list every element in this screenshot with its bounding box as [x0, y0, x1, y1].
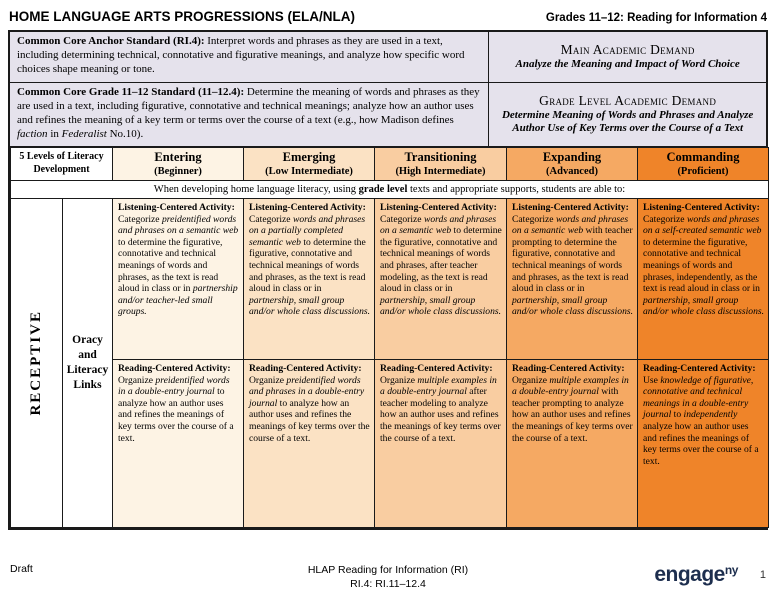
level-sub: (Proficient)	[677, 165, 729, 177]
grade-standard-row	[10, 83, 766, 147]
page-title: HOME LANGUAGE ARTS PROGRESSIONS (ELA/NLA)	[9, 9, 356, 24]
footer-right	[606, 563, 766, 587]
listening-cell-expanding: Listening-Centered Activity: Categorize words and phrases on a semantic web with teacher prompting to determine the figurative, connotative and technical meanings of words and phrases, as the text is read aloud in class or in partnership, small group and/or whole class discussions.	[507, 199, 638, 360]
engageny-logo	[654, 563, 738, 587]
level-sub: (High Intermediate)	[395, 165, 486, 177]
grade-level-academic-demand	[489, 83, 766, 146]
main-demand-title: Main Academic Demand	[560, 42, 695, 58]
grade-label: Grades 11–12: Reading for Information 4	[545, 12, 767, 24]
logo-superscript: ny	[724, 562, 738, 577]
main-academic-demand	[489, 32, 766, 82]
receptive-side-label-cell	[11, 199, 63, 528]
logo-text: engage	[654, 562, 725, 586]
draft-label: Draft	[10, 562, 33, 575]
column-header-transitioning	[375, 147, 507, 180]
footer-standard-ref: RI.4: RI.11–12.4	[350, 577, 426, 590]
level-name: Expanding	[542, 149, 602, 164]
level-name: Emerging	[282, 149, 336, 164]
listening-cell-entering: Listening-Centered Activity: Categorize preidentified words and phrases on a semantic web to determine the figurative, connotative and technical meanings of words and phrases, as the text is read aloud in class or in partnership and/or teacher-led small groups.	[113, 199, 244, 360]
page-footer	[0, 563, 776, 591]
reading-cell-expanding: Reading-Centered Activity: Organize multiple examples in a double-entry journal with teacher prompting to analyze how an author uses and refines the meanings of key terms over the course of a text.	[507, 360, 638, 528]
level-name: Transitioning	[404, 149, 477, 164]
listening-cell-commanding: Listening-Centered Activity: Categorize words and phrases on a self-created semantic web to determine the figurative, connotative and technical meanings of words and phrases, independently, as the text is read aloud in class or in partnership, small group and/or whole class discussions.	[638, 199, 769, 360]
page-header	[0, 0, 776, 30]
levels-header-label: 5 Levels of Literacy Development	[11, 147, 113, 180]
progressions-table	[8, 30, 768, 530]
oracy-literacy-links-cell: Oracy and Literacy Links	[63, 199, 113, 528]
level-name: Entering	[154, 149, 202, 164]
reading-cell-emerging: Reading-Centered Activity: Organize preidentified words and phrases in a double-entry journal to analyze how an author uses and refines the meanings of key terms over the course of a text.	[244, 360, 375, 528]
listening-cell-transitioning: Listening-Centered Activity: Categorize words and phrases on a semantic web to determine the figurative, connotative and technical meanings of words and phrases, after teacher modeling, as the text is read aloud in class or in partnership, small group and/or whole class discussions.	[375, 199, 507, 360]
footer-center	[170, 563, 606, 591]
level-sub: (Low Intermediate)	[265, 165, 353, 177]
support-note-row	[11, 181, 769, 199]
reading-cell-entering: Reading-Centered Activity: Organize preidentified words in a double-entry journal to analyze how an author uses and refines the meanings of key terms over the course of a text.	[113, 360, 244, 528]
level-sub: (Beginner)	[154, 165, 202, 177]
column-header-entering	[113, 147, 244, 180]
column-header-expanding	[507, 147, 638, 180]
level-name: Commanding	[666, 149, 740, 164]
levels-header-row	[11, 147, 769, 180]
column-header-emerging	[244, 147, 375, 180]
listening-cell-emerging: Listening-Centered Activity: Categorize words and phrases on a partially completed semantic web to determine the figurative, connotative and technical meanings of words and phrases, as the text is read aloud in class or in partnership, small group and/or whole class discussions.	[244, 199, 375, 360]
footer-doc-title: HLAP Reading for Information (RI)	[307, 563, 469, 576]
reading-cell-commanding: Reading-Centered Activity: Use knowledge of figurative, connotative and technical meanings in a double-entry journal to independently analyze how an author uses and refines the meanings of key terms over the course of a text.	[638, 360, 769, 528]
reading-cell-transitioning: Reading-Centered Activity: Organize multiple examples in a double-entry journal after teacher modeling to analyze how an author uses and refines the meanings of key terms over the course of a text.	[375, 360, 507, 528]
level-sub: (Advanced)	[546, 165, 598, 177]
grade-demand-subtitle: Determine Meaning of Words and Phrases and Analyze Author Use of Key Terms over the Course of a Text	[501, 109, 754, 135]
anchor-standard-text: Common Core Anchor Standard (RI.4): Interpret words and phrases as they are used in a text, including determining technical, connotative and figurative meanings, and analyze how specific word choices shape meaning or tone.	[10, 32, 489, 82]
support-note: When developing home language literacy, using grade level texts and appropriate supports, students are able to:	[11, 181, 769, 199]
receptive-label: RECEPTIVE	[28, 310, 44, 416]
anchor-standard-row	[10, 32, 766, 83]
grade-demand-title: Grade Level Academic Demand	[539, 93, 717, 109]
page-number: 1	[759, 568, 766, 581]
reading-activity-row	[11, 360, 769, 528]
main-demand-subtitle: Analyze the Meaning and Impact of Word Choice	[515, 58, 740, 71]
levels-matrix	[10, 147, 769, 528]
listening-activity-row	[11, 199, 769, 360]
column-header-commanding	[638, 147, 769, 180]
grade-standard-text: Common Core Grade 11–12 Standard (11–12.4): Determine the meaning of words and phrases as they are used in a text, including figurative, connotative and technical meanings; analyze how an author uses and refines the meaning of a key term or terms over the course of a text (e.g., how Madison defines faction in Federalist No.10).	[10, 83, 489, 146]
